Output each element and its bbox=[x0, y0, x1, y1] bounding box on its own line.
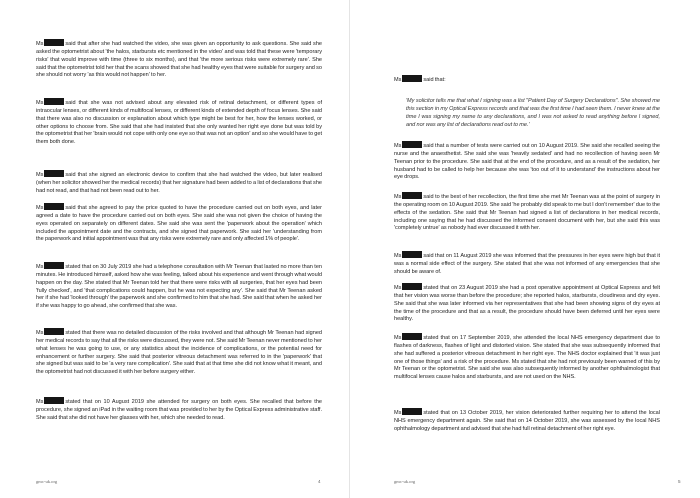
quoted-statement bbox=[406, 98, 660, 129]
paragraph bbox=[36, 328, 322, 377]
paragraph-prefix: Ms bbox=[36, 100, 44, 106]
redaction-block bbox=[402, 333, 422, 340]
paragraph-prefix: Ms bbox=[394, 253, 402, 259]
paragraph-prefix: Ms bbox=[36, 399, 44, 405]
paragraph bbox=[394, 333, 660, 382]
redaction-block bbox=[402, 251, 422, 258]
page-number: 5 bbox=[678, 479, 681, 484]
paragraph-text: stated that on 13 October 2019, her vision deteriorated further requiring her to attend the local NHS emergency department again. She said that on 14 October 2019, she was assessed by the local NHS ophthalmology department and advised that she had full retinal detachment of her right eye. bbox=[394, 410, 660, 432]
paragraph bbox=[36, 397, 322, 423]
paragraph-prefix: Ms bbox=[36, 172, 44, 178]
paragraph bbox=[394, 192, 660, 233]
paragraph-prefix: Ms bbox=[36, 264, 44, 270]
paragraph-text: stated that on 17 September 2019, she attended the local NHS emergency department due to flashes of darkness, flashes of light and distorted vision. She stated that she was subsequently informed that she had suffered a posterior vitreous detachment in her right eye. The NHS doctor explained that 'it was just one of those things' and a risk of the procedure. Ms stated that she had not previously been warned of this by Mr Teenan or the optometrist. She said she was also subsequently informed by another ophthalmologist that multifocal lenses cause halos and starbursts, and are not used on the NHS. bbox=[394, 335, 660, 381]
redaction-block bbox=[44, 328, 64, 335]
paragraph bbox=[394, 141, 660, 182]
redaction-block bbox=[44, 203, 64, 210]
redaction-block bbox=[402, 192, 422, 199]
paragraph-text: said to the best of her recollection, the first time she met Mr Teenan was at the point of surgery in the operating room on 10 August 2019. She said 'he probably did speak to me but I don't remember' due to the effects of the sedation. She said that Mr Teenan had signed a list of declarations in her medical records, including one saying that he had discussed the informed consent document with her, but she said this was 'completely untrue' as nobody had ever discussed it with her. bbox=[394, 194, 660, 232]
paragraph-prefix: Ms bbox=[36, 330, 44, 336]
paragraph bbox=[394, 283, 660, 324]
paragraph-text: stated that on 30 July 2019 she had a telephone consultation with Mr Teenan that lasted no more than ten minutes. He introduced himself, asked how she was feeling, talked about his experience and went through what would happen on the day. She stated that Mr Teenan told her that there were risks with all surgeries, that her eyes had been 'fully checked', and 'that complications could happen, but he was not expecting any'. She said that Mr Teenan asked her if she had 'looked through' the paperwork and she confirmed to him that she had. She said that when he asked her if she was happy to go ahead, she confirmed that she was. bbox=[36, 264, 322, 310]
redaction-block bbox=[402, 283, 422, 290]
paragraph bbox=[36, 39, 322, 80]
paragraph bbox=[36, 203, 322, 244]
paragraph-text: 'My solicitor tells me that what I signing was a list "Patient Day of Surgery Declarations". She showed me this section in my Optical Express records and that was the first time I had seen them. I never knew at the time I was signing my name to any declarations, and I was not asked to read anything before I signed, and nor was any list of declarations read out to me.' bbox=[406, 98, 660, 128]
paragraph bbox=[36, 262, 322, 311]
paragraph bbox=[394, 75, 660, 85]
paragraph-text: stated that there was no detailed discussion of the risks involved and that although Mr Teenan had signed her medical records to say that all the risks were discussed, they were not. She said Mr Teenan never mentioned to her what lenses he was going to use, or any statistics about the incidence of complications, or the potential need for enhancement or further surgery. She said that posterior vitreous detachment was referred to in the 'paperwork' that she signed but was said to be 'a very rare complication'. She said that at that time she did not know what it meant, and the optometrist had not discussed it with her before surgery either. bbox=[36, 330, 322, 376]
paragraph-text: said that on 11 August 2019 she was informed that the pressures in her eyes were high but that it was a normal side effect of the surgery. She stated that she was not informed of any emergencies that she should be aware of. bbox=[394, 253, 660, 275]
redaction-block bbox=[402, 141, 422, 148]
paragraph-prefix: Ms bbox=[36, 205, 44, 211]
redaction-block bbox=[44, 262, 64, 269]
paragraph-text: said that: bbox=[423, 77, 446, 83]
paragraph-text: said that she signed an electronic device to confirm that she had watched the video, but later realised (when her solicitor showed her the medical records) that her signature had been added to a list of declarations that she had not read, and that had not been read out to her. bbox=[36, 172, 322, 194]
paragraph-text: said that a number of tests were carried out on 10 August 2019. She said she recalled seeing the nurse and the anaesthetist. She said she was 'heavily sedated' and had no recollection of having seen Mr Teenan prior to the procedure. She said that at the end of the procedure, and as a result of the sedation, her husband had to be called to help her because she was 'too out of it to understand' the instructions about her eye drops. bbox=[394, 143, 660, 181]
redaction-block bbox=[44, 170, 64, 177]
paragraph-prefix: Ms bbox=[394, 285, 402, 291]
page-footer-site: gmc-uk.org bbox=[36, 479, 58, 484]
paragraph-prefix: Ms bbox=[394, 194, 402, 200]
paragraph bbox=[36, 98, 322, 147]
paragraph bbox=[394, 408, 660, 434]
paragraph-text: said that she agreed to pay the price quoted to have the procedure carried out on both eyes, and later agreed a date to have the procedure carried out on both eyes. She said she was not given the choice of having the eyes operated on separately on different dates. She said she was sent the 'paperwork about the operation' which included the appointment date and the contracts, and she signed that paperwork. She said her 'understanding from the paperwork and initial appointment was that any risks were extremely rare and only affected 1% of people'. bbox=[36, 205, 322, 243]
paragraph-prefix: Ms bbox=[394, 410, 402, 416]
paragraph-prefix: Ms bbox=[36, 41, 44, 47]
paragraph-text: said that she was not advised about any elevated risk of retinal detachment, or different types of intraocular lenses, or different kinds of multifocal lenses, or different kinds of extended depth of focus lenses. She said that there was also no discussion or explanation about which type might be best for her, how the lenses worked, or other options to choose from. She said that she had insisted that she only wanted her right eye done but was told by the optometrist that her 'brain would not cope with only one eye so that was not an option' and so she would have to get them both done. bbox=[36, 100, 323, 146]
document-page-right bbox=[350, 0, 700, 498]
paragraph-prefix: Ms bbox=[394, 143, 402, 149]
paragraph-prefix: Ms bbox=[394, 77, 402, 83]
page-footer-site: gmc-uk.org bbox=[394, 479, 416, 484]
paragraph-text: stated that on 23 August 2019 she had a post operative appointment at Optical Express and felt that her vision was worse than before the procedure; she reported halos, starbursts, cloudiness and dry eyes. She said that she was later informed via her representatives that she had been showing signs of dry eyes at the time of the procedure and that as a result, the procedure should have been deferred until her eyes were healthy. bbox=[394, 285, 660, 323]
paragraph bbox=[36, 170, 322, 196]
redaction-block bbox=[44, 98, 64, 105]
paragraph-prefix: Ms bbox=[394, 335, 402, 341]
paragraph bbox=[394, 251, 660, 277]
paragraph-text: stated that on 10 August 2019 she attended for surgery on both eyes. She recalled that before the procedure, she signed an iPad in the waiting room that was provided to her by the Optical Express administrative staff. She said that she did not have her glasses with her, which she needed to read. bbox=[36, 399, 322, 421]
redaction-block bbox=[44, 397, 64, 404]
page-number: 4 bbox=[318, 479, 321, 484]
redaction-block bbox=[44, 39, 64, 46]
redaction-block bbox=[402, 408, 422, 415]
redaction-block bbox=[402, 75, 422, 82]
paragraph-text: said that after she had watched the video, she was given an opportunity to ask questions. She said she asked the optometrist about 'the halos, starbursts etc mentioned in the video' and was told that these were 'temporary risks' that would improve with time (three to six months), and that 'the more serious risks were extremely rare'. She said that the optometrist told her that the scans showed that she had healthy eyes that were suitable for surgery and so she should not worry 'as this would not happen' to her. bbox=[36, 41, 322, 79]
